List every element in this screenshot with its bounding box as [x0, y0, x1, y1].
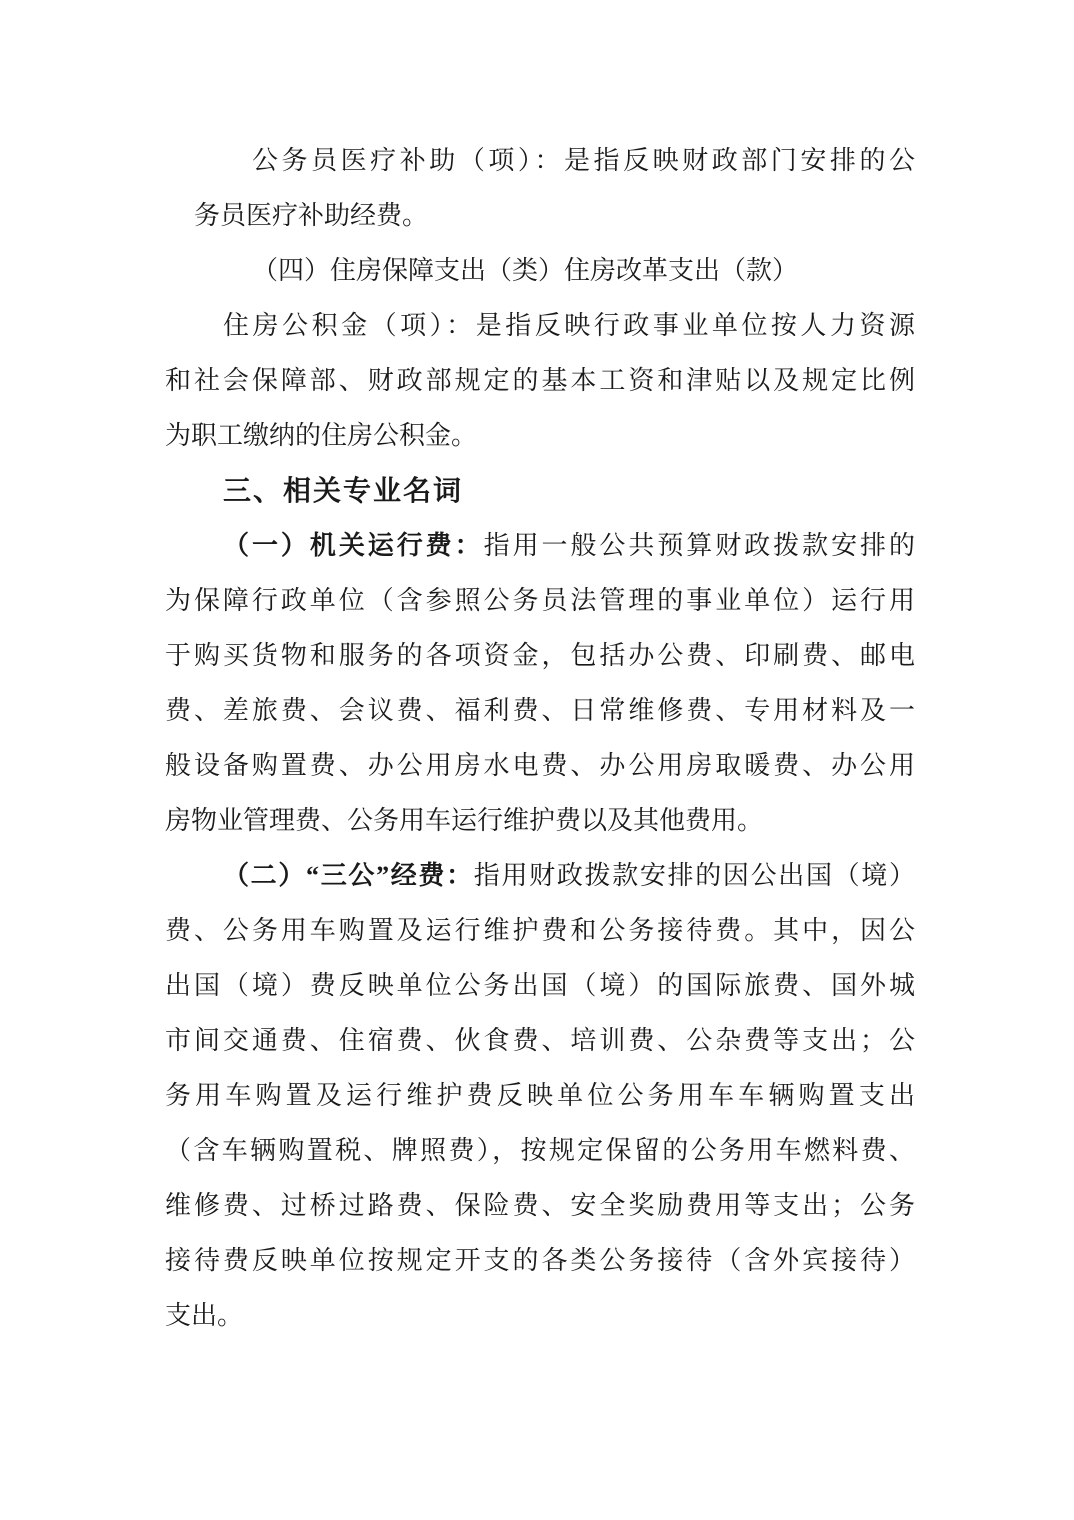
body-text: 务员医疗补助经费。	[194, 201, 429, 230]
text-line	[165, 573, 915, 628]
text-line	[165, 1068, 915, 1123]
text-line	[165, 1013, 915, 1068]
body-text: 费、公务用车购置及运行维护费和公务接待费。其中，因公	[165, 916, 915, 945]
text-line	[165, 133, 915, 188]
body-text: 务用车购置及运行维护费反映单位公务用车车辆购置支出	[165, 1081, 915, 1110]
body-text: 指用一般公共预算财政拨款安排的	[483, 531, 915, 560]
text-line	[165, 848, 915, 903]
text-line	[165, 1288, 915, 1343]
body-text: （含车辆购置税、牌照费），按规定保留的公务用车燃料费、	[165, 1136, 915, 1165]
text-line	[165, 628, 915, 683]
body-text: 维修费、过桥过路费、保险费、安全奖励费用等支出；公务	[165, 1191, 915, 1220]
text-line	[165, 958, 915, 1013]
body-text: 住房公积金（项）：是指反映行政事业单位按人力资源	[223, 311, 915, 340]
text-line	[165, 298, 915, 353]
text-line	[165, 518, 915, 573]
body-text: 房物业管理费、公务用车运行维护费以及其他费用。	[165, 806, 764, 835]
body-text: 于购买货物和服务的各项资金，包括办公费、印刷费、邮电	[165, 641, 915, 670]
body-text: 指用财政拨款安排的因公出国（境）	[473, 861, 915, 890]
term-label-text: （一）机关运行费：	[223, 531, 484, 560]
section-heading	[165, 463, 915, 518]
text-line	[165, 188, 915, 243]
body-text: 出国（境）费反映单位公务出国（境）的国际旅费、国外城	[165, 971, 915, 1000]
text-line	[165, 738, 915, 793]
body-text: 费、差旅费、会议费、福利费、日常维修费、专用材料及一	[165, 696, 915, 725]
text-line	[165, 683, 915, 738]
text-line	[165, 1178, 915, 1233]
body-text: 接待费反映单位按规定开支的各类公务接待（含外宾接待）	[165, 1246, 915, 1275]
text-line	[165, 353, 915, 408]
body-text: 和社会保障部、财政部规定的基本工资和津贴以及规定比例	[165, 366, 915, 395]
body-text: 般设备购置费、办公用房水电费、办公用房取暖费、办公用	[165, 751, 915, 780]
body-text: 公务员医疗补助（项）：是指反映财政部门安排的公	[252, 146, 915, 175]
body-text: 为保障行政单位（含参照公务员法管理的事业单位）运行用	[165, 586, 915, 615]
body-text: 为职工缴纳的住房公积金。	[165, 421, 478, 450]
body-text: 支出。	[165, 1301, 244, 1330]
term-label-text: （二）“三公”经费：	[223, 861, 474, 890]
document-content	[165, 133, 915, 1343]
term-label-text: 三、相关专业名词	[223, 475, 464, 506]
body-text: （四）住房保障支出（类）住房改革支出（款）	[252, 256, 799, 285]
text-line	[165, 903, 915, 958]
text-line	[165, 243, 915, 298]
text-line	[165, 408, 915, 463]
body-text: 市间交通费、住宿费、伙食费、培训费、公杂费等支出；公	[165, 1026, 915, 1055]
text-line	[165, 1123, 915, 1178]
text-line	[165, 793, 915, 848]
text-line	[165, 1233, 915, 1288]
